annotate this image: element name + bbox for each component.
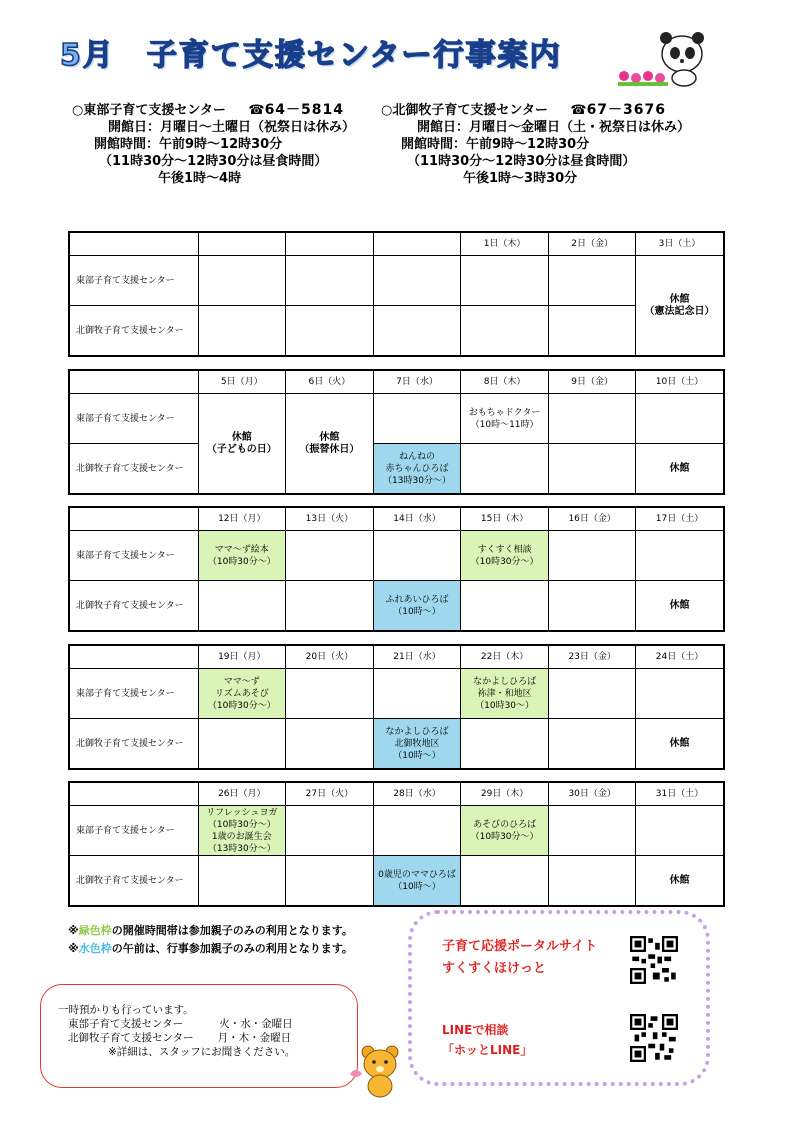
event-title: 0歳児のママひろば	[378, 869, 456, 880]
closed-reason: （子どもの日）	[206, 443, 277, 455]
date-cell: 7日（水）	[373, 370, 461, 394]
closed-cell	[286, 394, 374, 495]
east-row	[69, 394, 724, 444]
closed-cell: 休館	[636, 856, 724, 907]
week-header-row	[69, 507, 724, 531]
event-time: （10時～）	[393, 750, 441, 761]
portal-line-2: すくすくほけっと	[442, 961, 547, 976]
date-cell: 10日（土）	[636, 370, 724, 394]
schedule-cell	[286, 531, 374, 581]
week-5-table	[68, 781, 725, 907]
closed-cell: 休館	[636, 444, 724, 495]
east-row-label: 東部子育て支援センター	[69, 256, 198, 306]
week-header-row	[69, 645, 724, 669]
event-title: ふれあいひろば	[385, 594, 449, 605]
event-time: （10時30分～）	[207, 700, 276, 711]
date-cell: 29日（木）	[461, 782, 549, 806]
schedule-cell	[548, 531, 636, 581]
north-lunch-time: （11時30分～12時30分は昼食時間）	[407, 154, 636, 169]
east-open-days: 開館日：月曜日～土曜日（祝祭日は休み）	[108, 120, 356, 135]
event-title: すくすく相談	[477, 544, 532, 555]
week-header-row	[69, 370, 724, 394]
north-phone: 67－3676	[586, 102, 667, 118]
week-1-table	[68, 231, 725, 357]
event-title: 赤ちゃんひろば	[385, 463, 449, 474]
event-title: ママ～ず絵本	[214, 544, 269, 555]
childcare-speech-bubble	[40, 984, 358, 1088]
closed-reason: （振替休日）	[299, 443, 360, 455]
schedule-cell	[198, 856, 286, 907]
date-cell: 6日（火）	[286, 370, 374, 394]
event-cell-blue	[373, 719, 461, 770]
note-mark: ※	[68, 942, 79, 955]
date-cell: 16日（金）	[548, 507, 636, 531]
event-title: 北御牧地区	[394, 738, 440, 749]
schedule-cell	[198, 719, 286, 770]
header-blank	[69, 782, 198, 806]
schedule-cell	[198, 256, 286, 306]
event-time: （13時30分～）	[383, 475, 451, 486]
date-cell: 19日（月）	[198, 645, 286, 669]
closed-cell: 休館	[636, 719, 724, 770]
east-row	[69, 669, 724, 719]
event-time: （10時30分～）	[207, 819, 276, 830]
event-time: （10時30～）	[475, 700, 535, 711]
east-row-label: 東部子育て支援センター	[69, 394, 198, 444]
bear-illustration	[346, 1040, 408, 1100]
event-cell-green	[198, 531, 286, 581]
north-row-label: 北御牧子育て支援センター	[69, 581, 198, 632]
date-cell: 5日（月）	[198, 370, 286, 394]
closed-reason: （憲法記念日）	[644, 305, 715, 317]
event-cell-green	[461, 669, 549, 719]
east-center-name: ○東部子育て支援センター	[72, 103, 226, 118]
north-center-name: ○北御牧子育て支援センター	[381, 103, 548, 118]
event-time: （10時30分～）	[470, 556, 539, 567]
date-cell: 12日（月）	[198, 507, 286, 531]
date-cell: 20日（火）	[286, 645, 374, 669]
date-cell: 22日（木）	[461, 645, 549, 669]
legend-notes	[68, 922, 353, 958]
event-cell-green	[198, 669, 286, 719]
portal-info-box	[408, 910, 710, 1086]
schedule-cell	[286, 719, 374, 770]
schedule-cell	[548, 806, 636, 856]
panda-flower-illustration	[610, 28, 710, 88]
north-open-days: 開館日：月曜日～金曜日（土・祝祭日は休み）	[417, 120, 691, 135]
schedule-cell	[461, 719, 549, 770]
schedule-cell	[286, 256, 374, 306]
event-cell-green	[461, 531, 549, 581]
date-cell: 30日（金）	[548, 782, 636, 806]
green-frame-note	[68, 922, 353, 940]
note-text: の午前は、行事参加親子のみの利用となります。	[111, 942, 353, 955]
schedule-cell	[286, 856, 374, 907]
closed-cell: 休館	[636, 581, 724, 632]
date-cell: 28日（水）	[373, 782, 461, 806]
east-row-label: 東部子育て支援センター	[69, 806, 198, 856]
portal-qr-code-icon[interactable]	[630, 936, 678, 984]
schedule-cell	[548, 669, 636, 719]
east-open-hours: 開館時間：午前9時～12時30分	[94, 137, 283, 152]
schedule-cell	[198, 306, 286, 357]
north-row	[69, 719, 724, 770]
schedule-cell	[286, 669, 374, 719]
line-consult-line-2: 「ホッとLINE」	[442, 1043, 533, 1057]
childcare-intro: 一時預かりも行っています。	[58, 1004, 194, 1016]
event-time: （10時30分～）	[470, 831, 539, 842]
event-cell-blue	[373, 444, 461, 495]
schedule-cell	[461, 581, 549, 632]
week-header-row	[69, 232, 724, 256]
childcare-east-days: 火・水・金曜日	[219, 1018, 293, 1030]
event-title: ねんねの	[398, 451, 435, 462]
schedule-cell	[373, 256, 461, 306]
event-title: リフレッシュヨガ	[206, 807, 278, 818]
green-frame-word: 緑色枠	[78, 924, 112, 937]
event-title: なかよしひろば	[473, 676, 537, 687]
schedule-cell	[373, 394, 461, 444]
north-row-label: 北御牧子育て支援センター	[69, 306, 198, 357]
date-cell	[373, 232, 461, 256]
schedule-cell	[461, 306, 549, 357]
closed-cell	[636, 256, 724, 357]
north-row	[69, 444, 724, 495]
north-row	[69, 306, 724, 357]
header-blank	[69, 232, 198, 256]
schedule-cell	[548, 306, 636, 357]
north-row	[69, 581, 724, 632]
schedule-cell	[548, 581, 636, 632]
event-title: なかよしひろば	[385, 726, 449, 737]
line-qr-code-icon[interactable]	[630, 1014, 678, 1062]
event-cell-blue	[373, 856, 461, 907]
week-header-row	[69, 782, 724, 806]
event-title: 袮津・和地区	[477, 688, 532, 699]
event-cell-green	[198, 806, 286, 856]
header-blank	[69, 370, 198, 394]
line-consult-title	[442, 1020, 532, 1060]
north-row-label: 北御牧子育て支援センター	[69, 856, 198, 907]
date-cell: 31日（土）	[636, 782, 724, 806]
schedule-cell	[286, 306, 374, 357]
header-blank	[69, 507, 198, 531]
blue-frame-note	[68, 940, 353, 958]
header-blank	[69, 645, 198, 669]
closed-label: 休館	[669, 293, 690, 305]
date-cell: 17日（土）	[636, 507, 724, 531]
schedule-cell	[548, 856, 636, 907]
date-cell: 8日（木）	[461, 370, 549, 394]
event-time: （10時～11時）	[470, 419, 539, 430]
closed-cell	[198, 394, 286, 495]
north-row	[69, 856, 724, 907]
east-row	[69, 531, 724, 581]
schedule-cell	[548, 394, 636, 444]
schedule-cell	[636, 394, 724, 444]
date-cell: 15日（木）	[461, 507, 549, 531]
east-row	[69, 806, 724, 856]
event-cell	[461, 394, 549, 444]
phone-icon: ☎	[570, 103, 587, 118]
childcare-north-label: 北御牧子育て支援センター	[68, 1032, 194, 1044]
north-center-info	[381, 102, 741, 187]
schedule-cell	[373, 531, 461, 581]
event-title: リズムあそび	[214, 688, 269, 699]
date-cell: 14日（水）	[373, 507, 461, 531]
closed-label: 休館	[319, 431, 340, 443]
schedule-cell	[461, 856, 549, 907]
date-cell: 1日（木）	[461, 232, 549, 256]
north-row-label: 北御牧子育て支援センター	[69, 444, 198, 495]
north-afternoon-hours: 午後1時～3時30分	[463, 171, 578, 186]
east-row	[69, 256, 724, 306]
portal-title	[442, 936, 597, 980]
east-center-info	[72, 102, 392, 187]
line-consult-line-1: LINEで相談	[442, 1023, 509, 1037]
date-cell: 9日（金）	[548, 370, 636, 394]
portal-line-1: 子育て応援ポータルサイト	[442, 939, 598, 954]
event-time: （10時30分～）	[207, 556, 276, 567]
page-title: 5月 子育て支援センター行事案内	[60, 38, 562, 73]
week-3-table	[68, 506, 725, 632]
date-cell: 27日（火）	[286, 782, 374, 806]
event-title: おもちゃドクター	[468, 407, 541, 418]
childcare-details: ※詳細は、スタッフにお聞きください。	[108, 1046, 296, 1058]
date-cell: 13日（火）	[286, 507, 374, 531]
date-cell: 26日（月）	[198, 782, 286, 806]
date-cell	[286, 232, 374, 256]
event-time: （13時30分～）	[207, 843, 276, 854]
note-text: の開催時間帯は参加親子のみの利用となります。	[111, 924, 353, 937]
schedule-cell	[286, 581, 374, 632]
event-time: （10時～）	[393, 881, 441, 892]
phone-icon: ☎	[248, 103, 265, 118]
event-title: あそびのひろば	[473, 819, 537, 830]
event-cell-blue	[373, 581, 461, 632]
week-4-table	[68, 644, 725, 770]
schedule-cell	[373, 806, 461, 856]
childcare-east-label: 東部子育て支援センター	[68, 1018, 184, 1030]
week-2-table	[68, 369, 725, 495]
schedule-cell	[461, 444, 549, 495]
east-phone: 64－5814	[264, 102, 345, 118]
schedule-cell	[373, 669, 461, 719]
schedule-cell	[198, 581, 286, 632]
event-title: 1歳のお誕生会	[211, 831, 272, 842]
event-cell-green	[461, 806, 549, 856]
schedule-cell	[461, 256, 549, 306]
north-row-label: 北御牧子育て支援センター	[69, 719, 198, 770]
east-row-label: 東部子育て支援センター	[69, 669, 198, 719]
schedule-cell	[373, 306, 461, 357]
schedule-cell	[548, 256, 636, 306]
north-open-hours: 開館時間：午前9時～12時30分	[401, 137, 590, 152]
schedule-cell	[548, 719, 636, 770]
east-afternoon-hours: 午後1時～4時	[158, 171, 242, 186]
event-time: （10時～）	[393, 606, 441, 617]
date-cell	[198, 232, 286, 256]
east-lunch-time: （11時30分～12時30分は昼食時間）	[99, 154, 328, 169]
schedule-cell	[636, 669, 724, 719]
note-mark: ※	[68, 924, 79, 937]
schedule-cell	[286, 806, 374, 856]
blue-frame-word: 水色枠	[78, 942, 112, 955]
event-title: ママ～ず	[223, 676, 260, 687]
date-cell: 24日（土）	[636, 645, 724, 669]
date-cell: 23日（金）	[548, 645, 636, 669]
schedule-cell	[636, 531, 724, 581]
schedule-cell	[548, 444, 636, 495]
date-cell: 2日（金）	[548, 232, 636, 256]
date-cell: 21日（水）	[373, 645, 461, 669]
schedule-cell	[636, 806, 724, 856]
date-cell: 3日（土）	[636, 232, 724, 256]
childcare-north-days: 月・木・金曜日	[217, 1032, 292, 1044]
closed-label: 休館	[231, 431, 252, 443]
east-row-label: 東部子育て支援センター	[69, 531, 198, 581]
